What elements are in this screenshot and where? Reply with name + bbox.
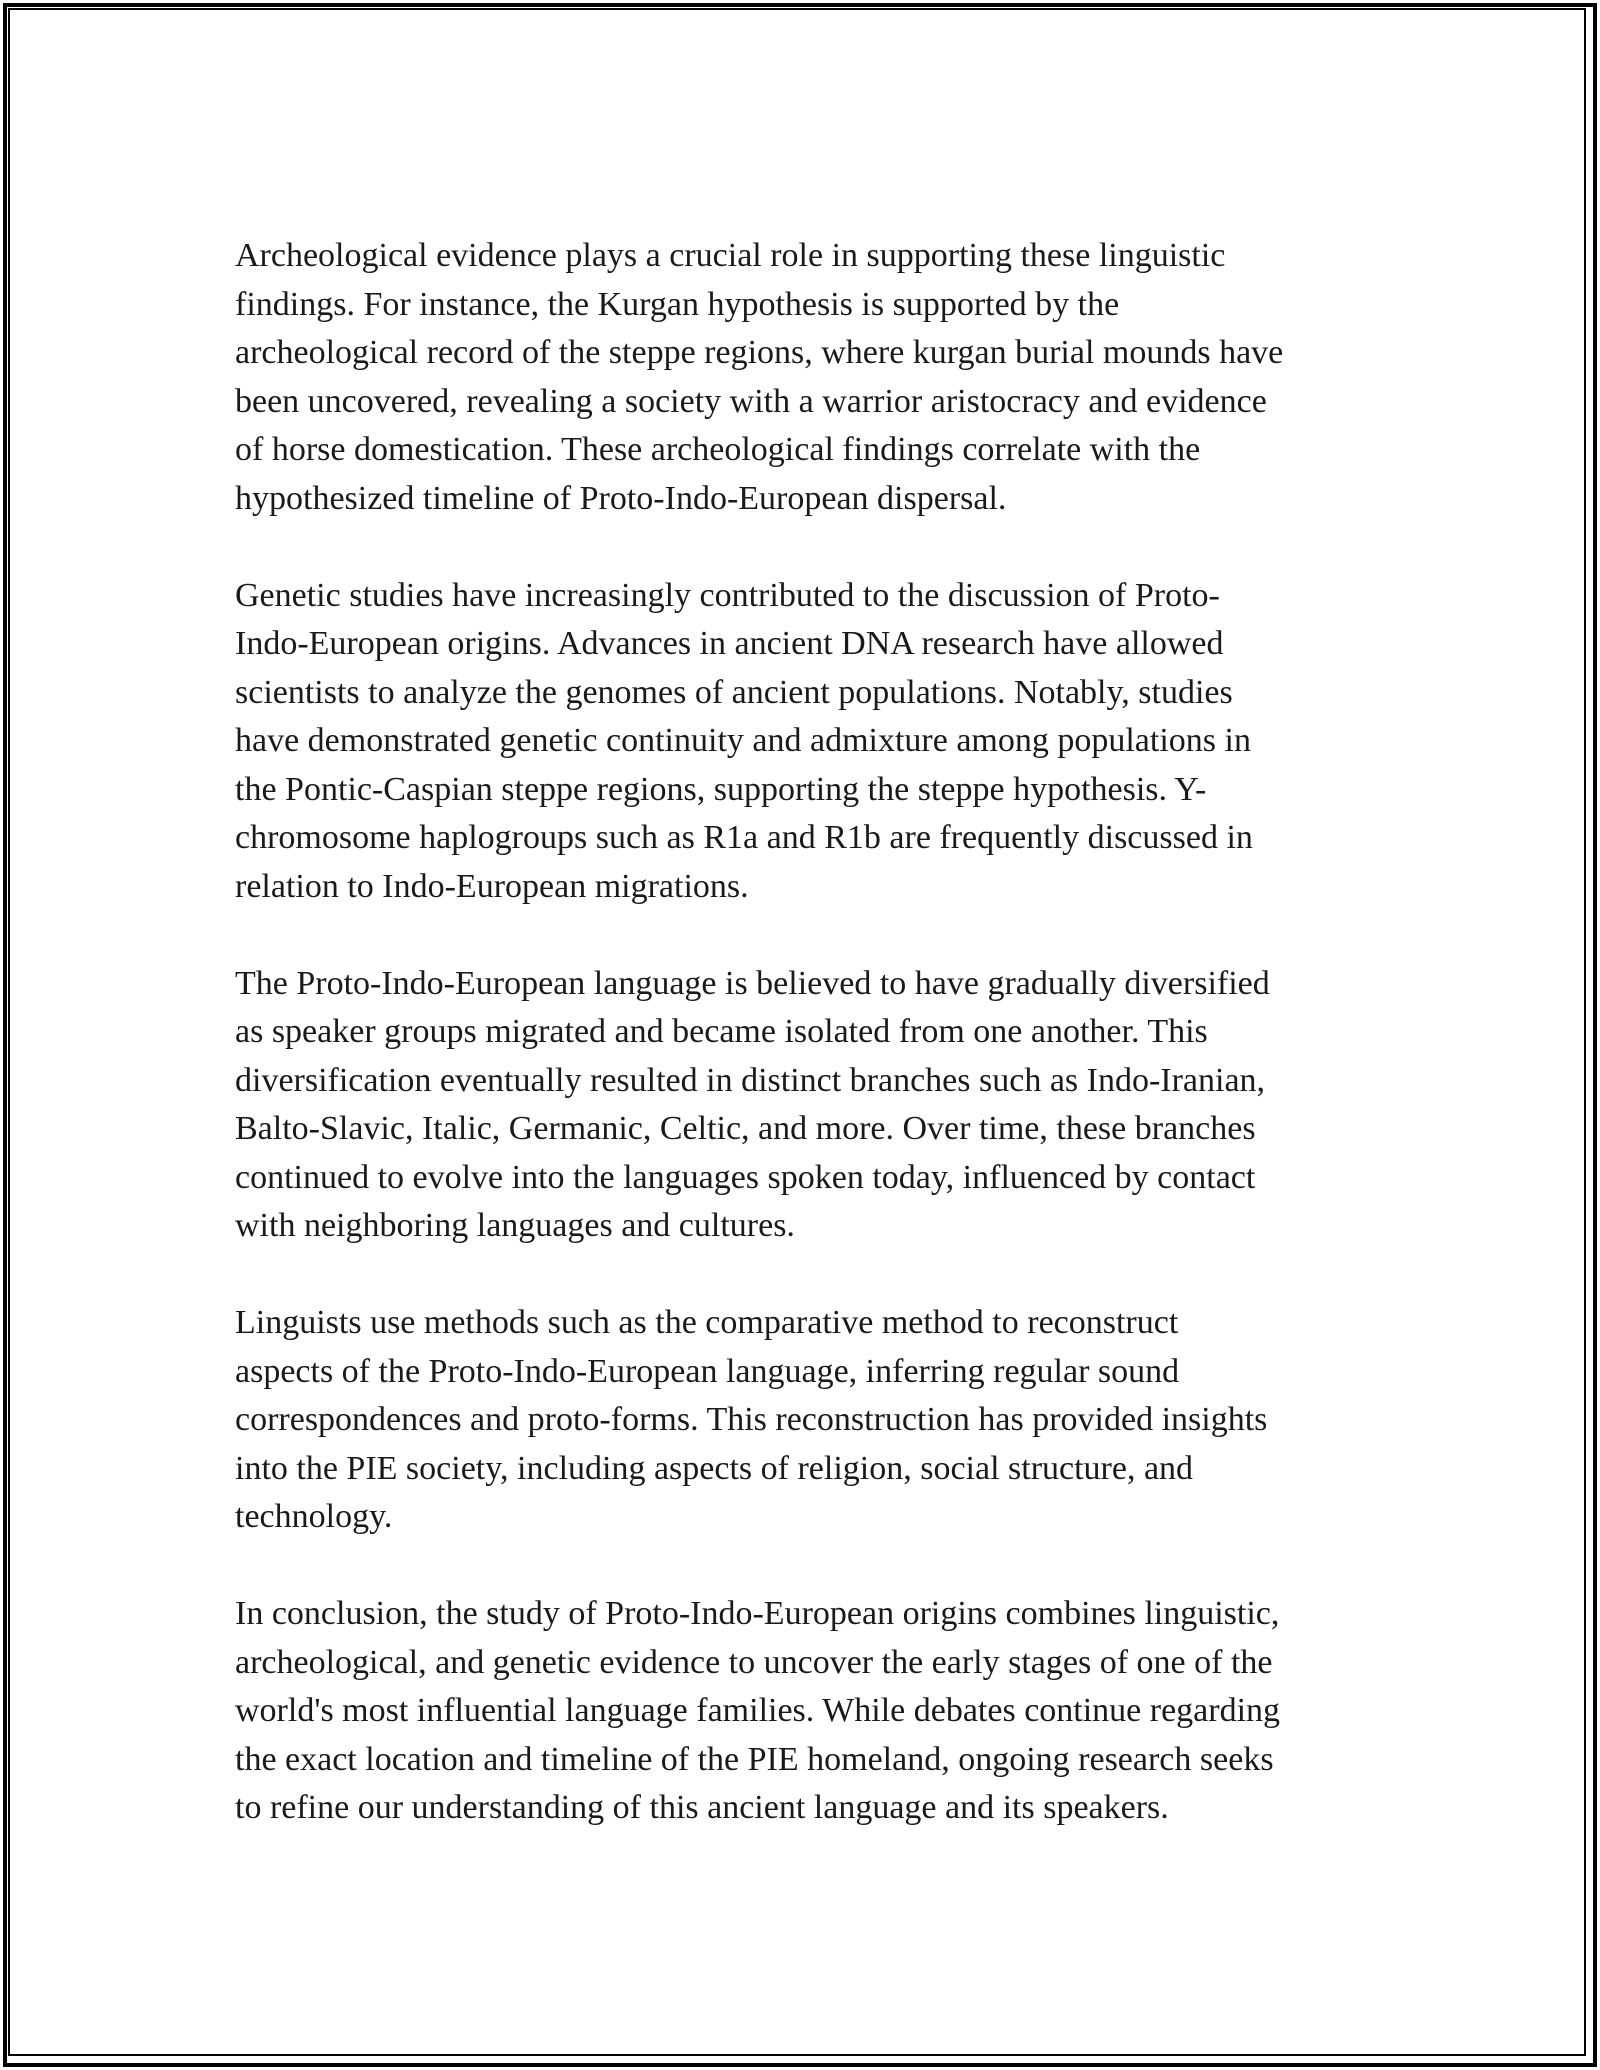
document-body (235, 232, 1385, 1881)
paragraph-comparative-method: Linguists use methods such as the comparative method to reconstruct aspects of the Proto-Indo-European language, inferring regular sound correspondences and proto-forms. This reconstruction has provided insights into the PIE society, including aspects of religion, social structure, and technology. (235, 1304, 1268, 1535)
paragraph-genetic-studies: Genetic studies have increasingly contributed to the discussion of Proto- Indo-European origins. Advances in ancient DNA research have allowed scientists to analyze the genomes of ancient populations. Notably, studies have demonstrated genetic continuity and admixture among populations in the Pontic-Caspian steppe regions, supporting the steppe hypothesis. Y- chromosome haplogroups such as R1a and R1b are frequently discussed in relation to Indo-European migrations. (235, 576, 1253, 905)
paragraph-language-diversification: The Proto-Indo-European language is believed to have gradually diversified as speaker groups migrated and became isolated from one another. This diversification eventually resulted in distinct branches such as Indo-Iranian, Balto-Slavic, Italic, Germanic, Celtic, and more. Over time, these branches continued to evolve into the languages spoken today, influenced by contact with neighboring languages and cultures. (235, 964, 1270, 1244)
paragraph-archeological-evidence: Archeological evidence plays a crucial role in supporting these linguistic findings. For instance, the Kurgan hypothesis is supported by the archeological record of the steppe regions, where kurgan burial mounds have been uncovered, revealing a society with a warrior aristocracy and evidence of horse domestication. These archeological findings correlate with the hypothesized timeline of Proto-Indo-European dispersal. (235, 237, 1284, 517)
paragraph-conclusion: In conclusion, the study of Proto-Indo-European origins combines linguistic, archeological, and genetic evidence to uncover the early stages of one of the world's most influential language families. While debates continue regarding the exact location and timeline of the PIE homeland, ongoing research seeks to refine our understanding of this ancient language and its speakers. (235, 1595, 1281, 1826)
